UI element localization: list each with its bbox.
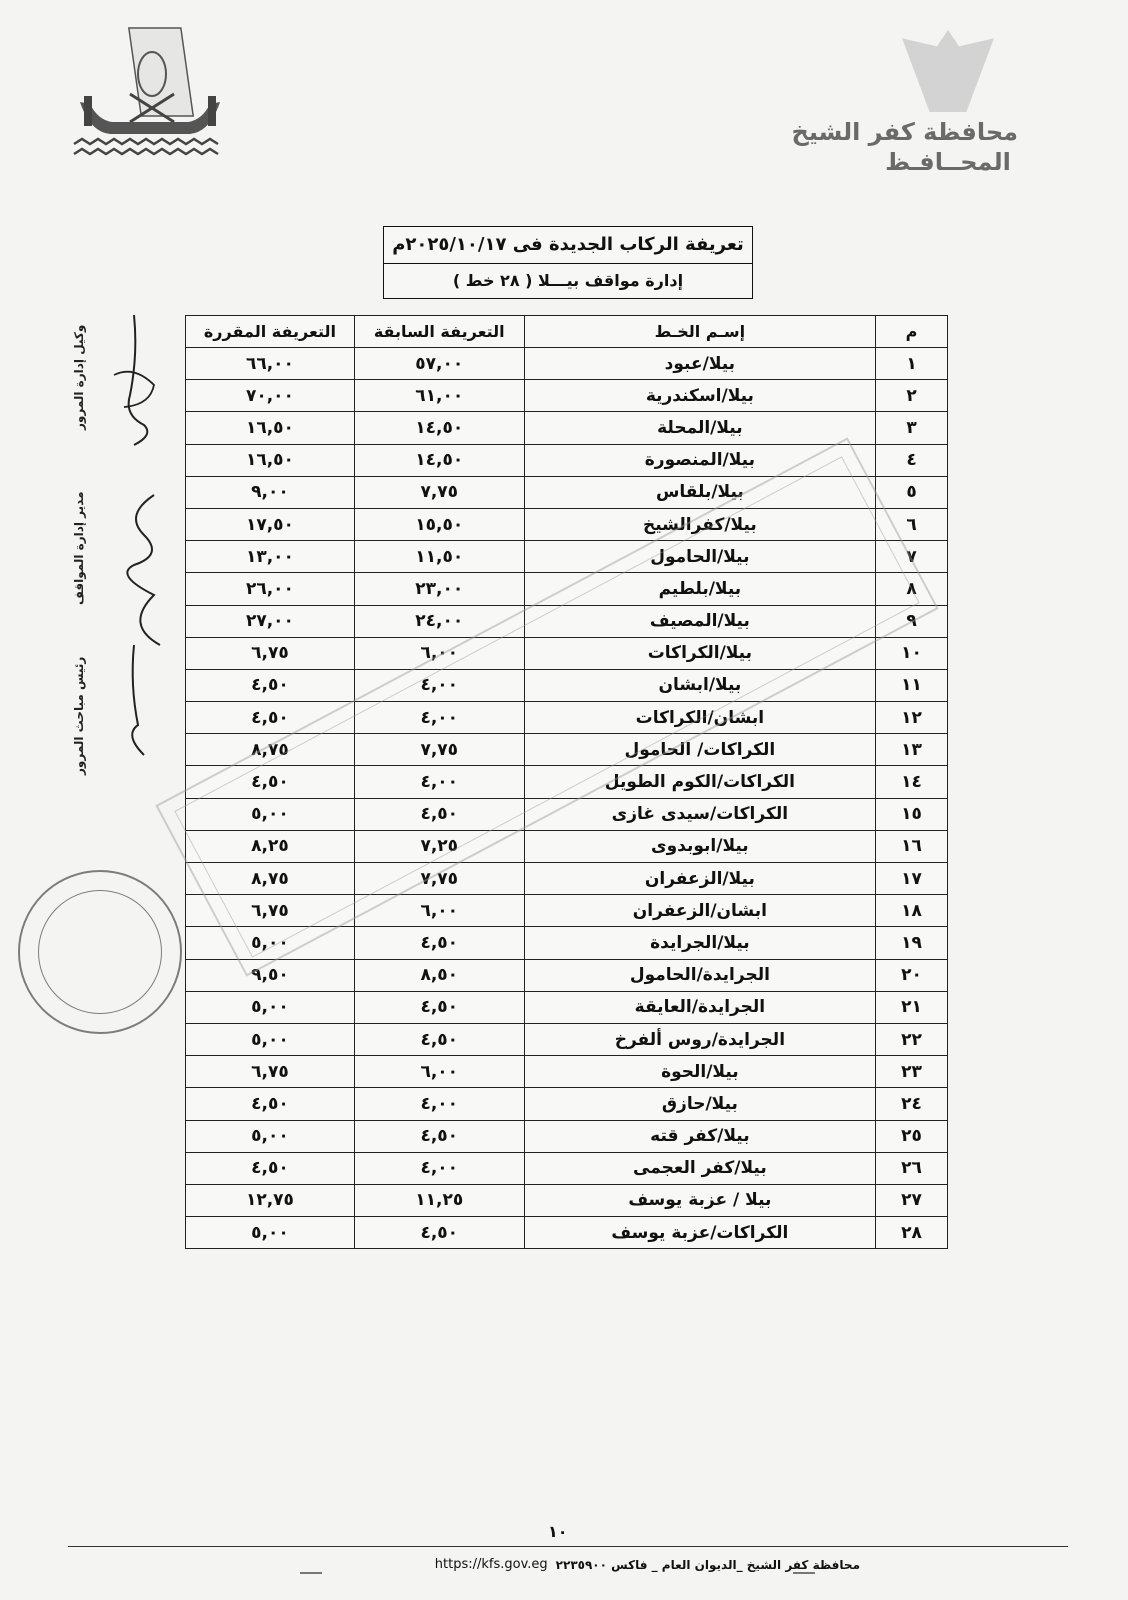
- table-row: [186, 348, 948, 380]
- num-cell: ٢٥: [876, 1120, 948, 1152]
- document-title-box: [383, 226, 753, 299]
- new-fare-cell: ١٦,٥٠: [186, 412, 355, 444]
- prev-fare-cell: ١٥,٥٠: [354, 508, 524, 540]
- table-row: [186, 830, 948, 862]
- line-cell: ابشان/الكراكات: [524, 702, 875, 734]
- new-fare-cell: ٤,٥٠: [186, 669, 355, 701]
- num-cell: ٦: [876, 508, 948, 540]
- new-fare-cell: ٢٦,٠٠: [186, 573, 355, 605]
- governor-title: المحــافـظ: [885, 148, 1011, 176]
- num-cell: ٢٤: [876, 1088, 948, 1120]
- num-cell: ١٥: [876, 798, 948, 830]
- footer-contact: [360, 1557, 860, 1572]
- traffic-investigations-label: رئيس مباحث المرور: [72, 656, 86, 775]
- line-cell: الجرايدة/الحامول: [524, 959, 875, 991]
- new-fare-cell: ١٧,٥٠: [186, 508, 355, 540]
- governorate-name: محافظة كفر الشيخ: [791, 118, 1018, 146]
- legal-affairs-seal-icon: [18, 870, 182, 1034]
- prev-fare-cell: ٤,٥٠: [354, 991, 524, 1023]
- parking-manager-label: مدير إدارة المواقف: [72, 491, 86, 605]
- prev-fare-cell: ٦,٠٠: [354, 895, 524, 927]
- line-cell: بيلا/ابشان: [524, 669, 875, 701]
- new-fare-cell: ٤,٥٠: [186, 766, 355, 798]
- table-row: [186, 1184, 948, 1216]
- num-cell: ١: [876, 348, 948, 380]
- line-cell: بيلا/بلقاس: [524, 476, 875, 508]
- header-line: إسـم الخـط: [524, 316, 875, 348]
- table-row: [186, 380, 948, 412]
- num-cell: ٢٣: [876, 1056, 948, 1088]
- footer-ornament-left-icon: [300, 1558, 322, 1574]
- prev-fare-cell: ١١,٥٠: [354, 541, 524, 573]
- prev-fare-cell: ٤,٥٠: [354, 1120, 524, 1152]
- prev-fare-cell: ٢٤,٠٠: [354, 605, 524, 637]
- line-cell: ابشان/الزعفران: [524, 895, 875, 927]
- page-number: ١٠: [548, 1522, 568, 1541]
- new-fare-cell: ٥,٠٠: [186, 1217, 355, 1249]
- prev-fare-cell: ٢٣,٠٠: [354, 573, 524, 605]
- footer-text: محافظة كفر الشيخ _الديوان العام _ فاكس ٢٢٣٥٩٠٠: [555, 1557, 860, 1572]
- line-cell: الكراكات/عزبة يوسف: [524, 1217, 875, 1249]
- table-row: [186, 959, 948, 991]
- new-fare-cell: ٤,٥٠: [186, 1152, 355, 1184]
- header-num: م: [876, 316, 948, 348]
- table-row: [186, 702, 948, 734]
- handwritten-signatures-icon: [94, 315, 170, 775]
- new-fare-cell: ٥,٠٠: [186, 798, 355, 830]
- prev-fare-cell: ٤,٥٠: [354, 1023, 524, 1055]
- line-cell: بيلا/كفر قته: [524, 1120, 875, 1152]
- new-fare-cell: ٥,٠٠: [186, 991, 355, 1023]
- num-cell: ١٩: [876, 927, 948, 959]
- line-cell: بيلا/الحوة: [524, 1056, 875, 1088]
- table-row: [186, 766, 948, 798]
- table-row: [186, 1120, 948, 1152]
- new-fare-cell: ٦٦,٠٠: [186, 348, 355, 380]
- table-row: [186, 508, 948, 540]
- table-row: [186, 1217, 948, 1249]
- boat-logo-icon: [70, 22, 230, 162]
- table-header-row: [186, 316, 948, 348]
- prev-fare-cell: ٧,٧٥: [354, 863, 524, 895]
- signature-column: [60, 315, 170, 775]
- new-fare-cell: ٦,٧٥: [186, 895, 355, 927]
- line-cell: بيلا/كفر العجمى: [524, 1152, 875, 1184]
- num-cell: ٩: [876, 605, 948, 637]
- num-cell: ١٠: [876, 637, 948, 669]
- new-fare-cell: ٨,٧٥: [186, 863, 355, 895]
- new-fare-cell: ٥,٠٠: [186, 1120, 355, 1152]
- prev-fare-cell: ٤,٥٠: [354, 1217, 524, 1249]
- num-cell: ٢٠: [876, 959, 948, 991]
- line-cell: بيلا/الجرايدة: [524, 927, 875, 959]
- table-row: [186, 1088, 948, 1120]
- num-cell: ٢٨: [876, 1217, 948, 1249]
- num-cell: ١٦: [876, 830, 948, 862]
- prev-fare-cell: ١٤,٥٠: [354, 412, 524, 444]
- table-row: [186, 798, 948, 830]
- prev-fare-cell: ١١,٢٥: [354, 1184, 524, 1216]
- num-cell: ٢: [876, 380, 948, 412]
- num-cell: ١٣: [876, 734, 948, 766]
- seal-inner-ring: [38, 890, 162, 1014]
- line-cell: الكراكات/الكوم الطويل: [524, 766, 875, 798]
- prev-fare-cell: ٤,٠٠: [354, 1152, 524, 1184]
- num-cell: ١٤: [876, 766, 948, 798]
- num-cell: ٢١: [876, 991, 948, 1023]
- new-fare-cell: ١٣,٠٠: [186, 541, 355, 573]
- line-cell: الجرايدة/العايقة: [524, 991, 875, 1023]
- table-row: [186, 1023, 948, 1055]
- table-row: [186, 541, 948, 573]
- new-fare-cell: ٢٧,٠٠: [186, 605, 355, 637]
- deputy-traffic-label: وكيل إدارة المرور: [72, 324, 86, 430]
- line-cell: بيلا/الزعفران: [524, 863, 875, 895]
- prev-fare-cell: ٥٧,٠٠: [354, 348, 524, 380]
- prev-fare-cell: ٦,٠٠: [354, 637, 524, 669]
- table-row: [186, 637, 948, 669]
- fare-table: [185, 315, 948, 1249]
- line-cell: بيلا/كفرالشيخ: [524, 508, 875, 540]
- table-row: [186, 573, 948, 605]
- line-cell: بيلا/حازق: [524, 1088, 875, 1120]
- num-cell: ١٢: [876, 702, 948, 734]
- new-fare-cell: ٥,٠٠: [186, 927, 355, 959]
- num-cell: ٢٦: [876, 1152, 948, 1184]
- num-cell: ٣: [876, 412, 948, 444]
- new-fare-cell: ١٢,٧٥: [186, 1184, 355, 1216]
- line-cell: بيلا/الحامول: [524, 541, 875, 573]
- table-row: [186, 1056, 948, 1088]
- num-cell: ٤: [876, 444, 948, 476]
- new-fare-cell: ١٦,٥٠: [186, 444, 355, 476]
- new-fare-cell: ٧٠,٠٠: [186, 380, 355, 412]
- eagle-emblem-icon: [902, 30, 994, 112]
- prev-fare-cell: ٧,٧٥: [354, 734, 524, 766]
- table-row: [186, 605, 948, 637]
- table-row: [186, 444, 948, 476]
- prev-fare-cell: ٨,٥٠: [354, 959, 524, 991]
- new-fare-cell: ٥,٠٠: [186, 1023, 355, 1055]
- new-fare-cell: ٩,٠٠: [186, 476, 355, 508]
- line-cell: بيلا/المصيف: [524, 605, 875, 637]
- num-cell: ٢٢: [876, 1023, 948, 1055]
- document-title: تعريفة الركاب الجديدة فى ٢٠٢٥/١٠/١٧م: [384, 227, 752, 264]
- prev-fare-cell: ٤,٥٠: [354, 798, 524, 830]
- num-cell: ١٨: [876, 895, 948, 927]
- num-cell: ١١: [876, 669, 948, 701]
- line-cell: بيلا/المنصورة: [524, 444, 875, 476]
- num-cell: ٨: [876, 573, 948, 605]
- prev-fare-cell: ٤,٠٠: [354, 702, 524, 734]
- line-cell: بيلا/اسكندرية: [524, 380, 875, 412]
- line-cell: الجرايدة/روس ألفرخ: [524, 1023, 875, 1055]
- table-row: [186, 863, 948, 895]
- prev-fare-cell: ٤,٠٠: [354, 1088, 524, 1120]
- prev-fare-cell: ٤,٥٠: [354, 927, 524, 959]
- new-fare-cell: ٦,٧٥: [186, 1056, 355, 1088]
- new-fare-cell: ٨,٢٥: [186, 830, 355, 862]
- prev-fare-cell: ٧,٧٥: [354, 476, 524, 508]
- fare-table-body: [186, 348, 948, 1249]
- table-row: [186, 1152, 948, 1184]
- governorate-header: [791, 30, 1018, 176]
- table-row: [186, 476, 948, 508]
- header-prev-fare: التعريفة السابقة: [354, 316, 524, 348]
- line-cell: الكراكات/سيدى غازى: [524, 798, 875, 830]
- line-cell: بيلا/المحلة: [524, 412, 875, 444]
- num-cell: ٧: [876, 541, 948, 573]
- prev-fare-cell: ١٤,٥٠: [354, 444, 524, 476]
- prev-fare-cell: ٦,٠٠: [354, 1056, 524, 1088]
- line-cell: بيلا/ابوبدوى: [524, 830, 875, 862]
- new-fare-cell: ٦,٧٥: [186, 637, 355, 669]
- new-fare-cell: ٩,٥٠: [186, 959, 355, 991]
- table-row: [186, 991, 948, 1023]
- table-row: [186, 412, 948, 444]
- table-row: [186, 734, 948, 766]
- new-fare-cell: ٤,٥٠: [186, 702, 355, 734]
- prev-fare-cell: ٦١,٠٠: [354, 380, 524, 412]
- line-cell: الكراكات/ الحامول: [524, 734, 875, 766]
- document-subtitle: إدارة مواقف بيـــلا ( ٢٨ خط ): [452, 271, 684, 290]
- prev-fare-cell: ٤,٠٠: [354, 669, 524, 701]
- table-row: [186, 895, 948, 927]
- footer-divider: [68, 1546, 1068, 1547]
- table-row: [186, 669, 948, 701]
- footer-url[interactable]: https://kfs.gov.eg: [434, 1557, 548, 1572]
- header-new-fare: التعريفة المقررة: [186, 316, 355, 348]
- line-cell: بيلا / عزبة يوسف: [524, 1184, 875, 1216]
- prev-fare-cell: ٤,٠٠: [354, 766, 524, 798]
- line-cell: بيلا/بلطيم: [524, 573, 875, 605]
- prev-fare-cell: ٧,٢٥: [354, 830, 524, 862]
- new-fare-cell: ٤,٥٠: [186, 1088, 355, 1120]
- num-cell: ٢٧: [876, 1184, 948, 1216]
- num-cell: ١٧: [876, 863, 948, 895]
- line-cell: بيلا/الكراكات: [524, 637, 875, 669]
- num-cell: ٥: [876, 476, 948, 508]
- table-row: [186, 927, 948, 959]
- new-fare-cell: ٨,٧٥: [186, 734, 355, 766]
- line-cell: بيلا/عبود: [524, 348, 875, 380]
